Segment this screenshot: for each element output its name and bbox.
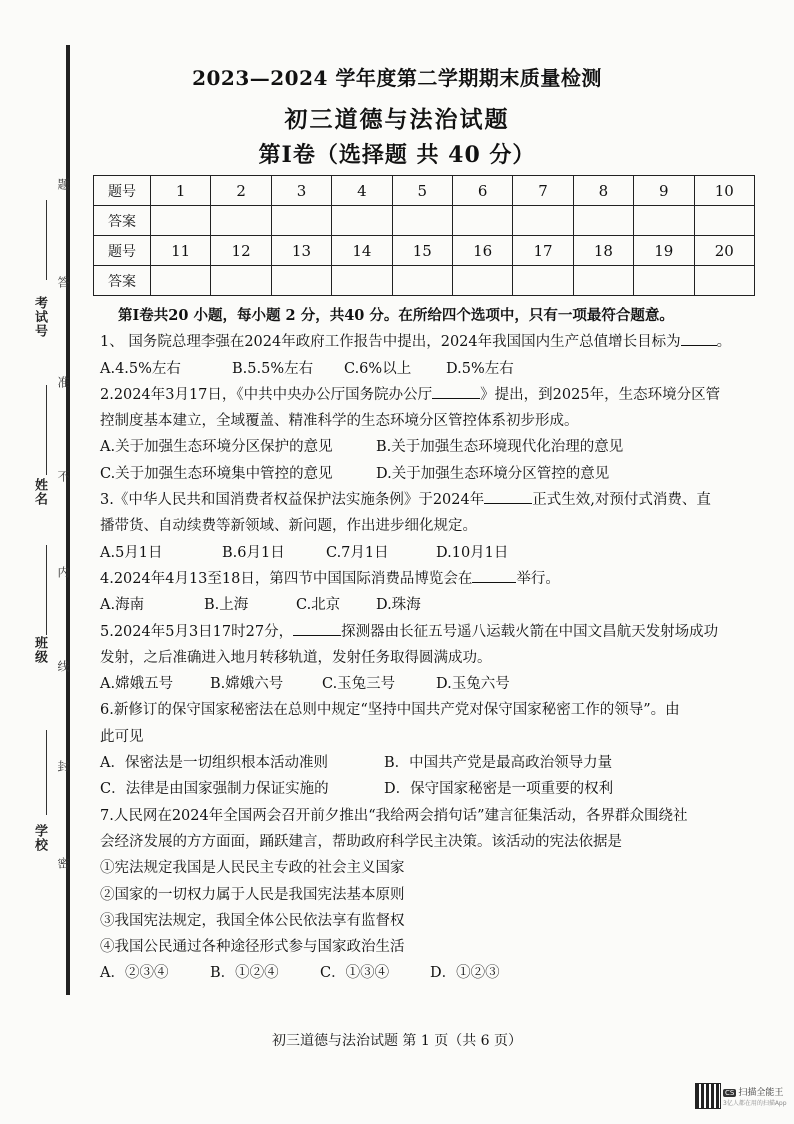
q-number: 6	[452, 176, 512, 206]
option[interactable]: C.7月1日	[326, 544, 389, 561]
question-text: 控制度基本建立，全域覆盖、精准科学的生态环境分区管控体系初步形成。	[100, 413, 579, 430]
question-text: 探测器由长征五号遥八运载火箭在中国文昌航天发射场成功	[341, 623, 719, 640]
table-row	[94, 176, 755, 206]
option[interactable]: A.关于加强生态环境分区保护的意见	[100, 439, 333, 456]
option[interactable]: A．②③④	[100, 965, 169, 982]
answer-cell[interactable]	[392, 266, 452, 296]
answer-cell[interactable]	[694, 266, 754, 296]
options-row	[100, 434, 790, 460]
option[interactable]: D．①②③	[430, 965, 500, 982]
table-row	[94, 206, 755, 236]
answer-cell[interactable]	[151, 266, 211, 296]
page-footer: 初三道德与法治试题 第 1 页（共 6 页）	[271, 1033, 523, 1049]
option[interactable]: A．保密法是一切组织根本活动准则	[100, 755, 328, 772]
option[interactable]: B.5.5%左右	[232, 360, 314, 377]
answer-table	[93, 175, 755, 296]
option[interactable]: B.上海	[204, 597, 249, 614]
question-text: 播带货、自动续费等新领域、新问题，作出进步细化规定。	[100, 518, 477, 535]
exam-no-label: 考试号	[32, 296, 47, 338]
answer-cell[interactable]	[271, 206, 331, 236]
q-number: 16	[452, 236, 512, 266]
q-number: 12	[211, 236, 271, 266]
class-blank[interactable]	[46, 545, 47, 635]
option[interactable]: C.关于加强生态环境集中管控的意见	[100, 465, 333, 482]
statement-item: ④我国公民通过各种途径形式参与国家政治生活	[100, 939, 405, 956]
seal-char: 线	[56, 660, 70, 672]
question-text: 会经济发展的方方面面，踊跃建言，帮助政府科学民主决策。该活动的宪法依据是	[100, 833, 622, 850]
option[interactable]: D.珠海	[376, 597, 421, 614]
question-3	[100, 487, 790, 513]
q-label: 题号	[94, 176, 151, 206]
answer-cell[interactable]	[513, 206, 573, 236]
exam-title: 2023—2024 学年度第二学期期末质量检测	[192, 66, 602, 90]
school-blank[interactable]	[46, 730, 47, 815]
question-text: 1、 国务院总理李强在2024年政府工作报告中提出，2024年我国国内生产总值增长目标为	[100, 334, 681, 351]
cs-logo-icon: CS	[725, 1089, 735, 1097]
seal-char: 准	[56, 376, 70, 388]
question-2	[100, 382, 790, 408]
option[interactable]: B．①②④	[210, 965, 279, 982]
option[interactable]: B.嫦娥六号	[210, 676, 284, 693]
options-row	[100, 960, 790, 986]
option[interactable]: A.嫦娥五号	[100, 676, 174, 693]
answer-cell[interactable]	[573, 266, 633, 296]
options-row	[100, 540, 790, 566]
answer-cell[interactable]	[392, 206, 452, 236]
name-blank[interactable]	[46, 385, 47, 475]
watermark-subtitle: 3亿人都在用的扫描App	[723, 1100, 787, 1107]
seal-char: 封	[56, 760, 70, 772]
options-row	[100, 776, 790, 802]
answer-cell[interactable]	[332, 206, 392, 236]
q-number: 2	[211, 176, 271, 206]
answer-blank[interactable]	[484, 489, 532, 504]
qr-code-icon	[695, 1083, 721, 1109]
question-text: 此可见	[100, 728, 144, 745]
seal-char: 答	[56, 276, 70, 288]
option[interactable]: C．①③④	[320, 965, 390, 982]
q-number: 17	[513, 236, 573, 266]
question-6: 6.新修订的保守国家秘密法在总则中规定“坚持中国共产党对保守国家秘密工作的领导”。由	[100, 702, 680, 719]
table-row	[94, 236, 755, 266]
options-row	[100, 356, 790, 382]
subject-title: 初三道德与法治试题	[284, 106, 510, 133]
q-number: 3	[271, 176, 331, 206]
q-label: 题号	[94, 236, 151, 266]
answer-cell[interactable]	[634, 266, 694, 296]
option[interactable]: D．保守国家秘密是一项重要的权利	[384, 781, 614, 798]
q-number: 11	[151, 236, 211, 266]
q-number: 18	[573, 236, 633, 266]
question-4	[100, 566, 790, 592]
seal-char: 不	[56, 470, 70, 482]
scanner-watermark	[695, 1083, 787, 1111]
watermark-title	[723, 1085, 783, 1098]
q-number: 9	[634, 176, 694, 206]
q-number: 7	[513, 176, 573, 206]
option[interactable]: B．中国共产党是最高政治领导力量	[384, 755, 613, 772]
option[interactable]: B.6月1日	[222, 544, 285, 561]
section-title: 第Ⅰ卷（选择题 共 40 分）	[258, 142, 536, 168]
school-label: 学校	[32, 824, 47, 852]
question-text: 5.2024年5月3日17时27分，	[100, 623, 294, 640]
option[interactable]: D.5%左右	[446, 360, 514, 377]
answer-cell[interactable]	[634, 206, 694, 236]
a-label: 答案	[94, 266, 151, 296]
options-row	[100, 671, 790, 697]
question-text: 发射，之后准确进入地月转移轨道，发射任务取得圆满成功。	[100, 649, 492, 666]
question-text: 4.2024年4月13至18日，第四节中国国际消费品博览会在	[100, 570, 473, 587]
answer-blank[interactable]	[432, 384, 480, 399]
name-label: 姓名	[32, 478, 47, 506]
q-number: 15	[392, 236, 452, 266]
question-1	[100, 329, 790, 355]
answer-cell[interactable]	[513, 266, 573, 296]
answer-blank[interactable]	[681, 331, 717, 346]
answer-cell[interactable]	[452, 266, 512, 296]
option[interactable]: C.北京	[296, 597, 341, 614]
options-row	[100, 592, 790, 618]
q-number: 5	[392, 176, 452, 206]
question-text: 举行。	[516, 570, 560, 587]
instructions: 第Ⅰ卷共20 小题，每小题 2 分，共40 分。在所给四个选项中，只有一项最符合题意。	[118, 307, 674, 324]
option[interactable]: C.玉兔三号	[322, 676, 396, 693]
answer-cell[interactable]	[573, 206, 633, 236]
q-number: 10	[694, 176, 754, 206]
option[interactable]: C.6%以上	[344, 360, 412, 377]
options-row	[100, 750, 790, 776]
options-row	[100, 461, 790, 487]
answer-cell[interactable]	[211, 206, 271, 236]
option[interactable]: A.5月1日	[100, 544, 163, 561]
q-number: 4	[332, 176, 392, 206]
table-row	[94, 266, 755, 296]
answer-cell[interactable]	[271, 266, 331, 296]
seal-char: 密	[56, 857, 70, 869]
question-section	[100, 303, 790, 987]
exam-no-blank[interactable]	[46, 200, 47, 280]
option[interactable]: B.关于加强生态环境现代化治理的意见	[376, 439, 624, 456]
watermark-name: 扫描全能王	[738, 1088, 784, 1098]
option[interactable]: D.关于加强生态环境分区管控的意见	[376, 465, 610, 482]
q-number: 19	[634, 236, 694, 266]
option[interactable]: A.4.5%左右	[100, 360, 181, 377]
q-number: 20	[694, 236, 754, 266]
statement-item: ②国家的一切权力属于人民是我国宪法基本原则	[100, 886, 405, 903]
answer-cell[interactable]	[452, 206, 512, 236]
seal-char: 题	[56, 178, 70, 190]
option[interactable]: D.10月1日	[436, 544, 509, 561]
answer-cell[interactable]	[151, 206, 211, 236]
q-number: 1	[151, 176, 211, 206]
question-text: 正式生效,对预付式消费、直	[532, 492, 711, 509]
a-label: 答案	[94, 206, 151, 236]
answer-cell[interactable]	[211, 266, 271, 296]
seal-char: 内	[56, 566, 70, 578]
option[interactable]: A.海南	[100, 597, 145, 614]
question-text: 3.《中华人民共和国消费者权益保护法实施条例》于2024年	[100, 492, 485, 509]
statement-item: ①宪法规定我国是人民民主专政的社会主义国家	[100, 860, 405, 877]
answer-cell[interactable]	[694, 206, 754, 236]
question-text: 2.2024年3月17日，《中共中央办公厅国务院办公厅	[100, 386, 433, 403]
answer-blank[interactable]	[472, 568, 516, 583]
option[interactable]: C．法律是由国家强制力保证实施的	[100, 781, 329, 798]
question-text: 》提出，到2025年，生态环境分区管	[480, 386, 721, 403]
answer-blank[interactable]	[293, 621, 341, 636]
question-7: 7.人民网在2024年全国两会召开前夕推出“我给两会捎句话”建言征集活动，各界群众围绕社	[100, 807, 688, 824]
q-number: 13	[271, 236, 331, 266]
question-5	[100, 619, 790, 645]
q-number: 14	[332, 236, 392, 266]
statement-item: ③我国宪法规定，我国全体公民依法享有监督权	[100, 912, 405, 929]
option[interactable]: D.玉兔六号	[436, 676, 510, 693]
question-text: 。	[716, 334, 732, 351]
answer-cell[interactable]	[332, 266, 392, 296]
class-label: 班级	[32, 636, 47, 664]
q-number: 8	[573, 176, 633, 206]
